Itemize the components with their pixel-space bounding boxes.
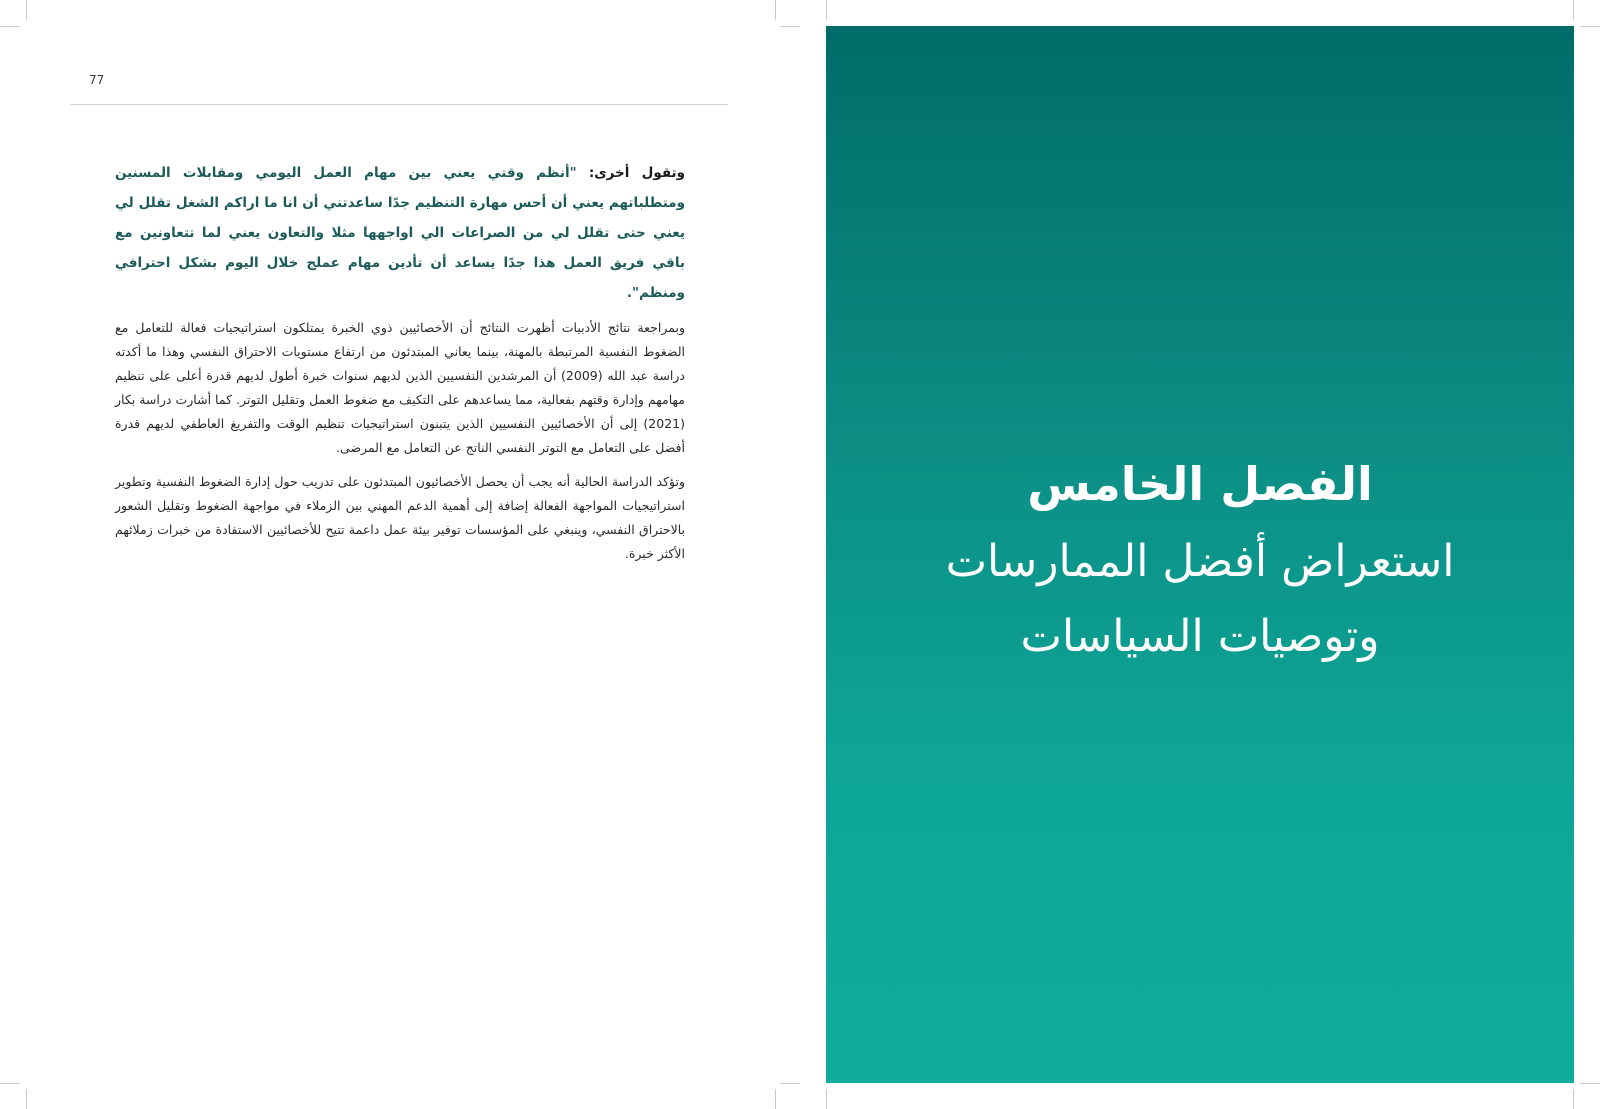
header-rule <box>70 104 728 105</box>
crop-mark <box>1573 1089 1574 1109</box>
left-page <box>0 0 790 1109</box>
chapter-title-line-1: استعراض أفضل الممارسات <box>945 536 1455 587</box>
crop-mark <box>826 0 827 20</box>
page-number: 77 <box>89 73 105 87</box>
body-paragraph-2: وتؤكد الدراسة الحالية أنه يجب أن يحصل الأخصائيون المبتدئون على تدريب حول إدارة الضغوط النفسية وتطوير استراتيجيات المواجهة الفعالة إضافة إلى أهمية الدعم المهني بين الزملاء في مواجهة الضغوط وتقليل الشعور بالاحتراق النفسي، وينبغي على المؤسسات توفير بيئة عمل داعمة تتيح للأخصائيين الاستفادة من خبرات زملائهم الأكثر خبرة. <box>115 474 685 561</box>
chapter-heading <box>826 444 1574 674</box>
chapter-number: الفصل الخامس <box>1027 457 1373 511</box>
crop-mark <box>1580 1083 1600 1084</box>
chapter-title-line-2: وتوصيات السياسات <box>1020 611 1380 662</box>
crop-mark <box>1573 0 1574 20</box>
chapter-cover-panel <box>826 26 1574 1083</box>
quote-lead: وتقول أخرى: <box>588 165 685 181</box>
crop-mark <box>1580 26 1600 27</box>
body-paragraph-1: وبمراجعة نتائج الأدبيات أظهرت النتائج أن الأخصائيين ذوي الخبرة يمتلكون استراتيجيات فعالة للتعامل مع الضغوط النفسية المرتبطة بالمهنة، بينما يعاني المبتدئون من ارتفاع مستويات الاحتراق النفسي وهذا ما أكدته دراسة عبد الله (2009) أن المرشدين النفسيين الذين لديهم سنوات خبرة أطول لديهم قدرة أعلى على تنظيم مهامهم وإدارة وقتهم بفعالية، مما يساعدهم على التكيف مع ضغوط العمل وتقليل التوتر. كما أشارت دراسة بكار (2021) إلى أن الأخصائيين النفسيين الذين يتبنون استراتيجيات تنظيم الوقت والتفريغ العاطفي لديهم قدرة أفضل على التعامل مع التوتر النفسي الناتج عن التعامل مع المرضى. <box>115 320 685 455</box>
quote-text: "أنظم وقتي يعني بين مهام العمل اليومي ومقابلات المسنين ومتطلباتهم يعني أن أحس مهارة التنظيم جدًا ساعدتني أن انا ما اراكم الشغل تقلل لي يعني حتى تقلل لي من الصراعات الي اواجهها مثلا والتعاون يعني لما تتعاونين مع باقي فريق العمل هذا جدًا يساعد أن تأدين مهام عملج خلال اليوم بشكل احترافي ومنظم". <box>115 165 685 301</box>
text-column <box>115 158 685 576</box>
quote-paragraph <box>115 158 685 308</box>
crop-mark <box>826 1089 827 1109</box>
